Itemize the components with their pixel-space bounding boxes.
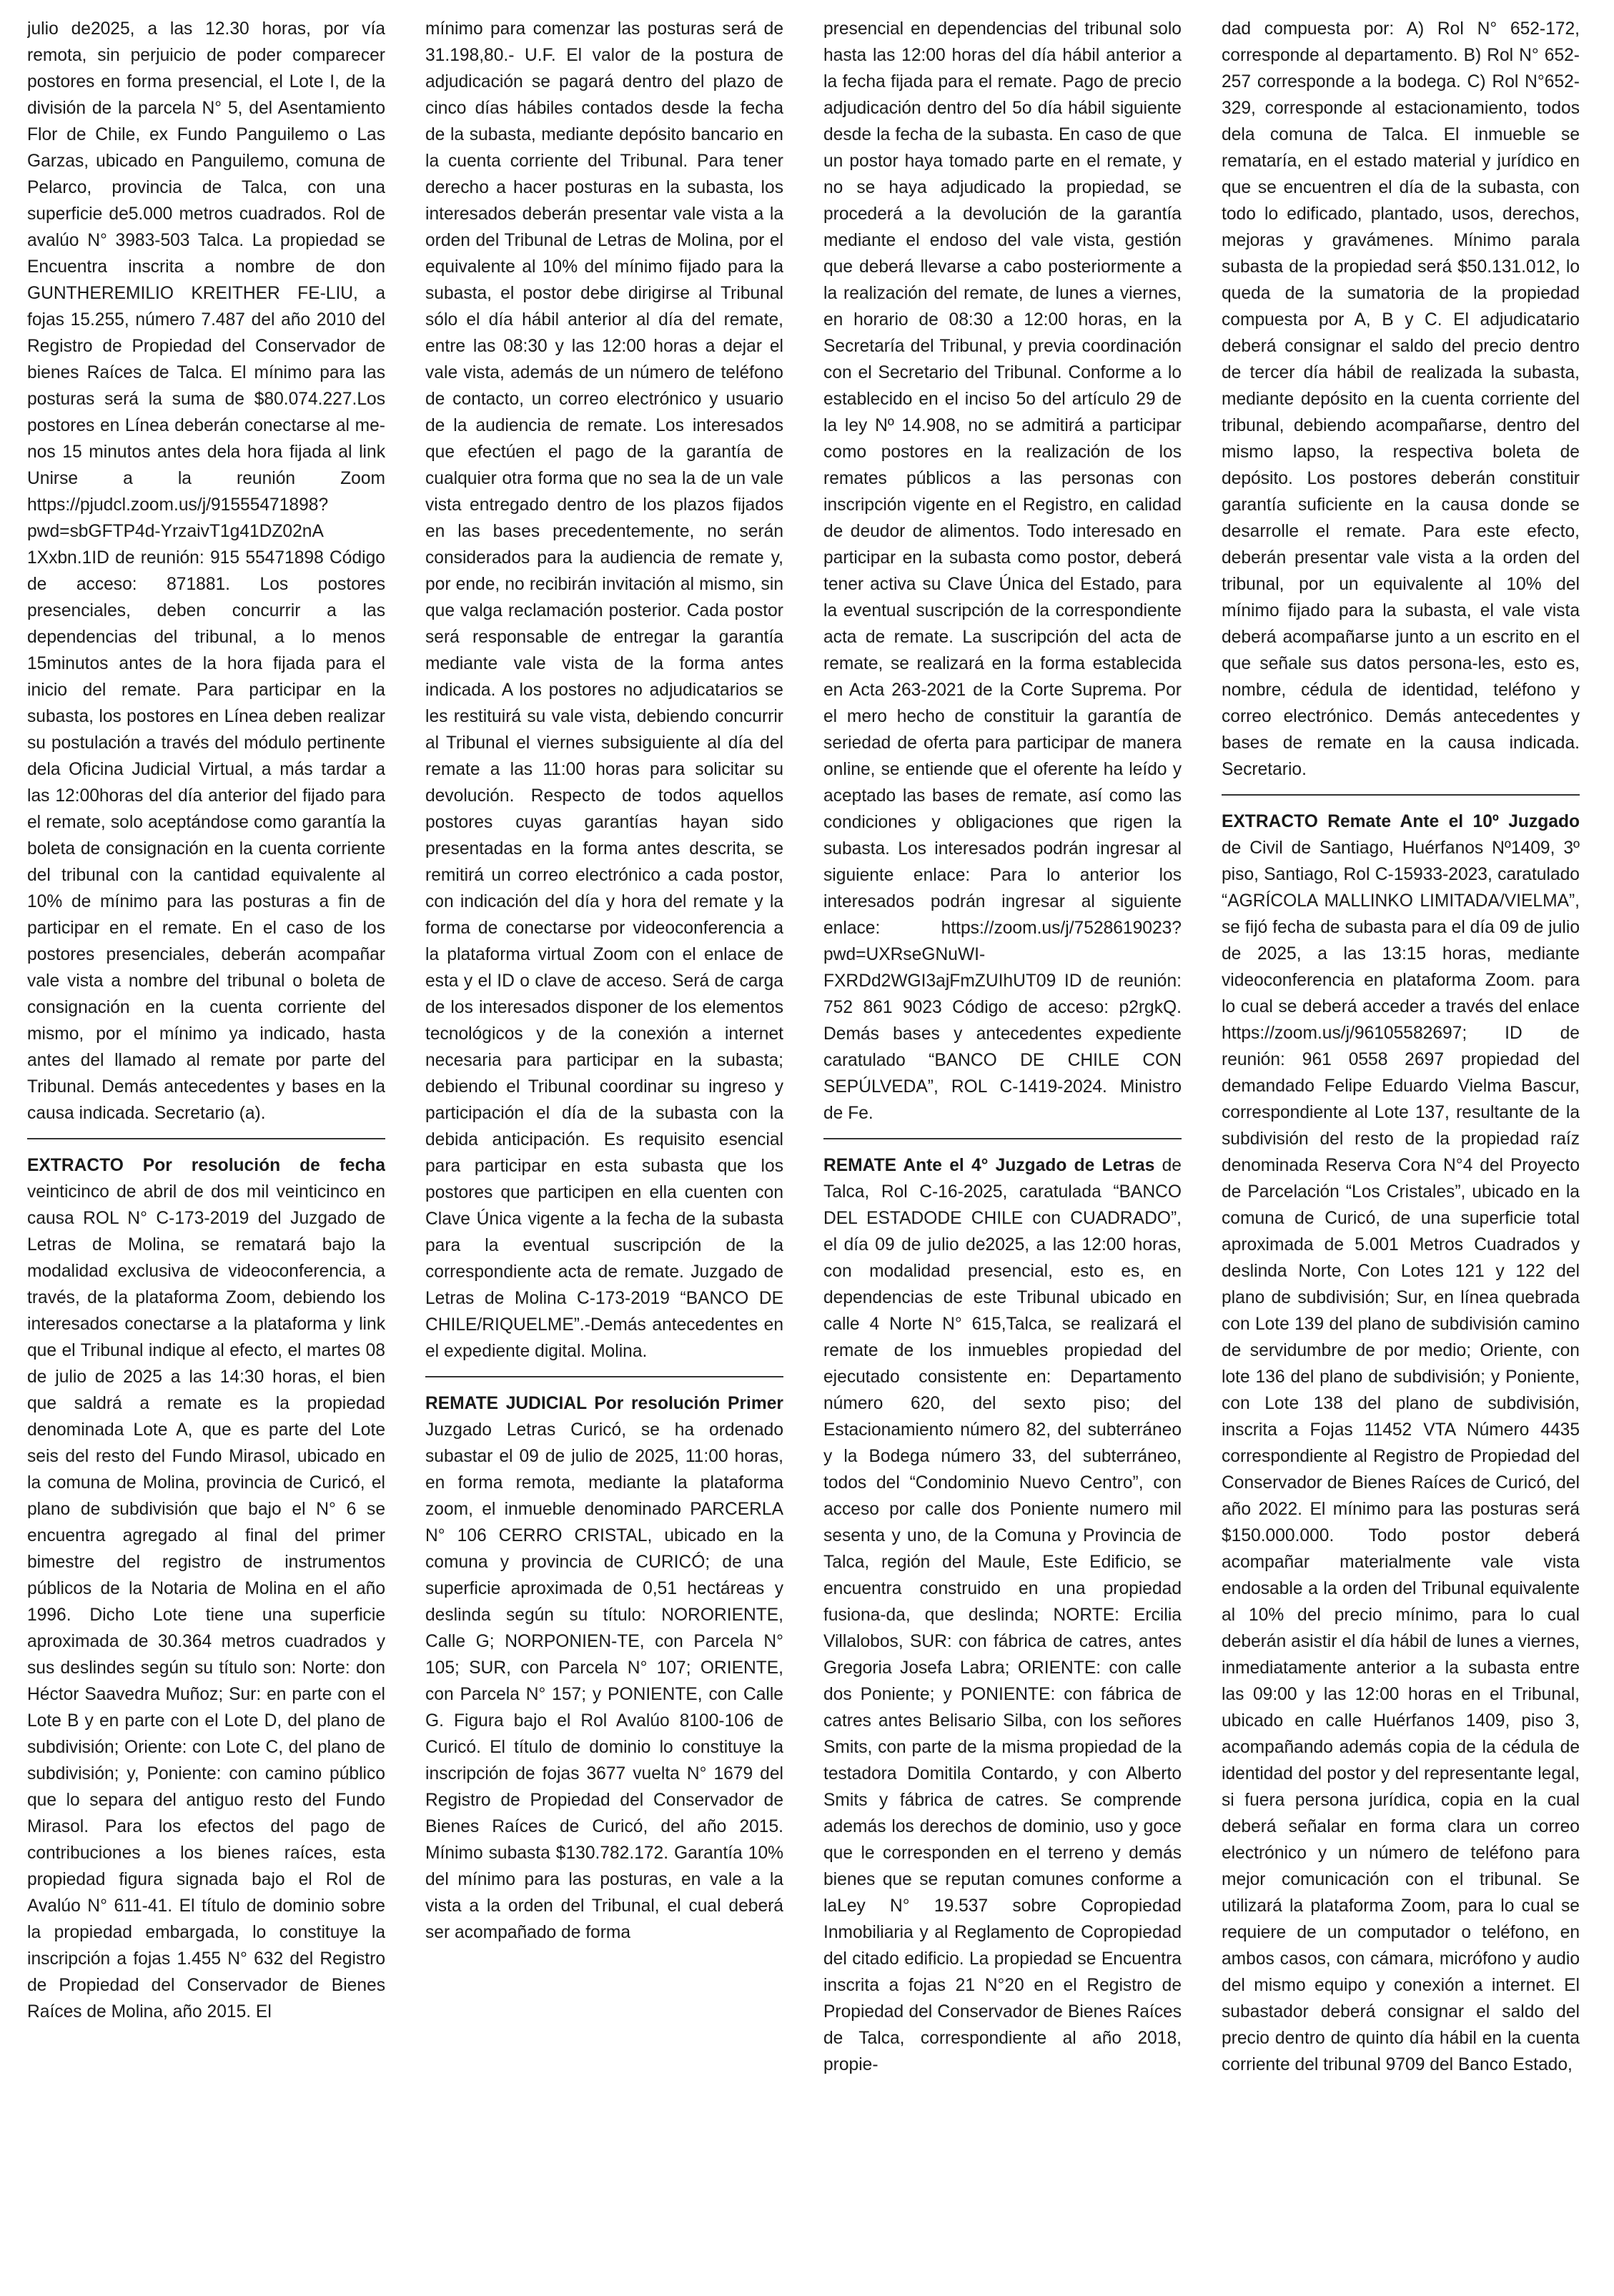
notice-remate-judicial-curico xyxy=(425,1390,783,1946)
notice-heading: EXTRACTO Remate Ante el 10º Juzgado xyxy=(1222,812,1580,831)
notice-continuation xyxy=(1222,16,1580,783)
notice-heading: REMATE Ante el 4° Juzgado de Letras xyxy=(823,1156,1155,1175)
notice-divider xyxy=(27,1138,385,1139)
column-1 xyxy=(27,16,385,2282)
notice-body: julio de2025, a las 12.30 horas, por vía remota, sin perjuicio de poder comparecer postores en forma presencial, el Lote I, de la división de la parcela N° 5, del Asentamiento Flor de Chile, ex Fundo Panguilemo o Las Garzas, ubicado en Panguilemo, comuna de Pelarco, provincia de Talca, con una superficie de5.000 metros cuadrados. Rol de avalúo N° 3983-503 Talca. La propiedad se Encuentra inscrita a nombre de don GUNTHEREMILIO KREITHER FE-LIU, a fojas 15.255, número 7.487 del año 2010 del Registro de Propiedad del Conservador de bienes Raíces de Talca. El mínimo para las posturas será la suma de $80.074.227.Los postores en Línea deberán conectarse al me-nos 15 minutos antes dela hora fijada al link Unirse a la reunión Zoom https://pjudcl.zoom.us/j/91555471898?pwd=sbGFTP4d-YrzaivT1g41DZ02nA 1Xxbn.1ID de reunión: 915 55471898 Código de acceso: 871881. Los postores presenciales, deben concurrir a las dependencias del tribunal, a lo menos 15minutos antes de la hora fijada para el inicio del remate. Para participar en la subasta, los postores en Línea deben realizar su postulación a través del módulo pertinente dela Oficina Judicial Virtual, a más tardar a las 12:00horas del día anterior del fijado para el remate, solo aceptándose como garantía la boleta de consignación en la cuenta corriente del tribunal con la cantidad equivalente al 10% de mínimo para las posturas a fin de participar en el remate. En el caso de los postores presenciales, deberán acompañar vale vista a nombre del tribunal o boleta de consignación en la cuenta corriente del mismo, por el mínimo ya indicado, hasta antes del llamado al remate por parte del Tribunal. Demás antecedentes y bases en la causa indicada. Secretario (a). xyxy=(27,19,385,1123)
notice-body: mínimo para comenzar las posturas será de 31.198,80.- U.F. El valor de la postura de adjudicación se pagará dentro del plazo de cinco días hábiles contados desde la fecha de la subasta, mediante depósito bancario en la cuenta corriente del Tribunal. Para tener derecho a hacer posturas en la subasta, los interesados deberán presentar vale vista a la orden del Tribunal de Letras de Molina, por el equivalente al 10% del mínimo fijado para la subasta, el postor debe dirigirse al Tribunal sólo el día hábil anterior al día del remate, entre las 08:30 y las 12:00 horas a dejar el vale vista, además de un número de teléfono de contacto, un correo electrónico y usuario de la audiencia de remate. Los interesados que efectúen el pago de la garantía de cualquier otra forma que no sea la de un vale vista entregado dentro de los plazos fijados en las bases precedentemente, no serán considerados para la audiencia de remate y, por ende, no recibirán invitación al mismo, sin que valga reclamación posterior. Cada postor será responsable de entregar la garantía mediante vale vista de la forma antes indicada. A los postores no adjudicatarios se les restituirá su vale vista, debiendo concurrir al Tribunal el viernes subsiguiente al día del remate a las 11:00 horas para solicitar su devolución. Respecto de todos aquellos postores cuyas garantías hayan sido presentadas en la forma antes descrita, se remitirá un correo electrónico a cada postor, con indicación del día y hora del remate y la forma de conectarse por videoconferencia a la plataforma virtual Zoom con el enlace de esta y el ID o clave de acceso. Será de carga de los interesados disponer de los elementos tecnológicos y de la conexión a internet necesaria para participar en la subasta; debiendo el Tribunal coordinar su ingreso y participación el día de la subasta con la debida anticipación. Es requisito esencial para participar en esta subasta que los postores que participen en ella cuenten con Clave Única vigente a la fecha de la subasta para la eventual suscripción de la correspondiente acta de remate. Juzgado de Letras de Molina C-173-2019 “BANCO DE CHILE/RIQUELME”.-Demás antecedentes en el expediente digital. Molina. xyxy=(425,19,783,1361)
notice-body: veinticinco de abril de dos mil veinticinco en causa ROL N° C-173-2019 del Juzgado de Letras de Molina, se rematará bajo la modalidad exclusiva de videoconferencia, a través, de la plataforma Zoom, debiendo los interesados conectarse a la plataforma y link que el Tribunal indique al efecto, el martes 08 de julio de 2025 a las 14:30 horas, el bien que saldrá a remate es la propiedad denominada Lote A, que es parte del Lote seis del resto del Fundo Mirasol, ubicado en la comuna de Molina, provincia de Curicó, el plano de subdivisión que bajo el N° 6 se encuentra agregado al final del primer bimestre del registro de instrumentos públicos de la Notaria de Molina en el año 1996. Dicho Lote tiene una superficie aproximada de 30.364 metros cuadrados y sus deslindes según su título son: Norte: don Héctor Saavedra Muñoz; Sur: en parte con el Lote B y en parte con el Lote D, del plano de subdivisión; Oriente: con Lote C, del plano de subdivisión; y, Poniente: con camino público que lo separa del antiguo resto del Fundo Mirasol. Para los efectos del pago de contribuciones a los bienes raíces, esta propiedad figura signada bajo el Rol de Avalúo N° 611-41. El título de dominio sobre la propiedad embargada, lo constituye la inscripción a fojas 1.455 N° 632 del Registro de Propiedad del Conservador de Bienes Raíces de Molina, año 2015. El xyxy=(27,1182,385,2022)
notice-extracto-molina xyxy=(27,1152,385,2025)
newspaper-page xyxy=(27,16,1587,2282)
notice-body: de Talca, Rol C-16-2025, caratulada “BANCO DEL ESTADODE CHILE con CUADRADO”, el día 09 de julio de2025, a las 12:00 horas, con modalidad presencial, esto es, en dependencias de este Tribunal ubicado en calle 4 Norte N° 615,Talca, se realizará el remate de los inmuebles propiedad del ejecutado consistente en: Departamento número 620, del sexto piso; del Estacionamiento número 82, del subterráneo y la Bodega número 33, del subterráneo, todos del “Condominio Nuevo Centro”, con acceso por calle dos Poniente numero mil sesenta y uno, de la Comuna y Provincia de Talca, región del Maule, Este Edificio, se encuentra construido en una propiedad fusiona-da, que deslinda; NORTE: Ercilia Villalobos, SUR: con fábrica de catres, antes Gregoria Josefa Labra; ORIENTE: con calle dos Poniente; y PONIENTE: con fábrica de catres antes Belisario Silba, con los señores Smits, con parte de la misma propiedad de la testadora Domitila Contardo, y con Alberto Smits y fábrica de catres. Se comprende además los derechos de dominio, uso y goce que le corresponden en el terreno y demás bienes que se reputan comunes conforme a laLey N° 19.537 sobre Copropiedad Inmobiliaria y al Reglamento de Copropiedad del citado edificio. La propiedad se Encuentra inscrita a fojas 21 N°20 en el Registro de Propiedad del Conservador de Bienes Raíces de Talca, correspondiente al año 2018, propie- xyxy=(823,1156,1182,2074)
notice-continuation xyxy=(823,16,1182,1127)
notice-body: de Civil de Santiago, Huérfanos Nº1409, 3º piso, Santiago, Rol C-15933-2023, caratulado “AGRÍCOLA MALLINKO LIMITADA/VIELMA”, se fijó fecha de subasta para el día 09 de julio de 2025, a las 13:15 horas, mediante videoconferencia en plataforma Zoom. para lo cual se deberá acceder a través del enlace https://zoom.us/j/96105582697; ID de reunión: 961 0558 2697 propiedad del demandado Felipe Eduardo Vielma Bascur, correspondiente al Lote 137, resultante de la subdivisión del resto de la propiedad raíz denominada Reserva Cora N°4 del Proyecto de Parcelación “Los Cristales”, ubicado en la comuna de Curicó, de una superficie total aproximada de 5.001 Metros Cuadrados y deslinda Norte, Con Lotes 121 y 122 del plano de subdivisión; Sur, en línea quebrada con Lote 139 del plano de subdivisión camino de servidumbre de por medio; Oriente, con lote 136 del plano de subdivisión; y Poniente, con Lote 138 del plano de subdivisión, inscrita a Fojas 11452 VTA Número 4435 correspondiente al Registro de Propiedad del Conservador de Bienes Raíces de Curicó, del año 2022. El mínimo para las posturas será $150.000.000. Todo postor deberá acompañar materialmente vale vista endosable a la orden del Tribunal equivalente al 10% del precio mínimo, para lo cual deberán asistir el día hábil de lunes a viernes, inmediatamente anterior a la subasta entre las 09:00 y las 12:00 horas en el Tribunal, ubicado en calle Huérfanos 1409, piso 3, acompañando además copia de la cédula de identidad del postor y del representante legal, si fuera persona jurídica, copia en la cual deberá señalar en forma clara un correo electrónico y un número de teléfono para mejor comunicación con el tribunal. Se utilizará la plataforma Zoom, para lo cual se requiere de un computador o teléfono, en ambos casos, con cámara, micrófono y audio del mismo equipo y conexión a internet. El subastador deberá consignar el saldo del precio dentro de quinto día hábil en la cuenta corriente del tribunal 9709 del Banco Estado, xyxy=(1222,838,1580,2074)
notice-remate-talca xyxy=(823,1152,1182,2078)
notice-heading: REMATE JUDICIAL Por resolución Primer xyxy=(425,1394,783,1413)
notice-continuation xyxy=(425,16,783,1365)
notice-body: dad compuesta por: A) Rol N° 652-172, corresponde al departamento. B) Rol N° 652-257 corresponde a la bodega. C) Rol N°652-329, corresponde al estacionamiento, todos dela comuna de Talca. El inmueble se remataría, en el estado material y jurídico en que se encuentren el día de la subasta, con todo lo edificado, plantado, usos, derechos, mejoras y gravámenes. Mínimo parala subasta de la propiedad será $50.131.012, lo queda de la sumatoria de la propiedad compuesta por A, B y C. El adjudicatario deberá consignar el saldo del precio dentro de tercer día hábil de realizada la subasta, mediante depósito en la cuenta corriente del tribunal, debiendo acompañarse, dentro del mismo lapso, la respectiva boleta de depósito. Los postores deberán constituir garantía suficiente en la causa donde se desarrolle el remate. Para este efecto, deberán presentar vale vista a la orden del tribunal, por un equivalente al 10% del mínimo fijado para la subasta, el vale vista deberá acompañarse junto a un escrito en el que señale sus datos persona-les, esto es, nombre, cédula de identidad, teléfono y correo electrónico. Demás antecedentes y bases de remate en la causa indicada. Secretario. xyxy=(1222,19,1580,779)
notice-divider xyxy=(425,1376,783,1377)
column-4 xyxy=(1222,16,1580,2282)
notice-continuation xyxy=(27,16,385,1127)
column-3 xyxy=(823,16,1182,2282)
notice-divider xyxy=(1222,794,1580,796)
notice-heading: EXTRACTO Por resolución de fecha xyxy=(27,1156,385,1175)
notice-extracto-santiago xyxy=(1222,808,1580,2078)
column-2 xyxy=(425,16,783,2282)
notice-body: presencial en dependencias del tribunal solo hasta las 12:00 horas del día hábil anterior a la fecha fijada para el remate. Pago de precio adjudicación dentro del 5o día hábil siguiente desde la fecha de la subasta. En caso de que un postor haya tomado parte en el remate, y no se haya adjudicado la propiedad, se procederá a la devolución de la garantía mediante el endoso del vale vista, gestión que deberá llevarse a cabo posteriormente a la realización del remate, de lunes a viernes, en horario de 08:30 a 12:00 horas, en la Secretaría del Tribunal, y previa coordinación con el Secretario del Tribunal. Conforme a lo establecido en el inciso 5o del artículo 29 de la ley Nº 14.908, no se admitirá a participar como postores en la realización de los remates públicos a las personas con inscripción vigente en el Registro, en calidad de deudor de alimentos. Todo interesado en participar en la subasta como postor, deberá tener activa su Clave Única del Estado, para la eventual suscripción de la correspondiente acta de remate. La suscripción del acta de remate, se realizará en la forma establecida en Acta 263-2021 de la Corte Suprema. Por el mero hecho de constituir la garantía de seriedad de oferta para participar de manera online, se entiende que el oferente ha leído y aceptado las bases de remate, así como las condiciones y obligaciones que rigen la subasta. Los interesados podrán ingresar al siguiente enlace: Para lo anterior los interesados podrán ingresar al siguiente enlace: https://zoom.us/j/7528619023?pwd=UXRseGNuWI-FXRDd2WGI3ajFmZUIhUT09 ID de reunión: 752 861 9023 Código de acceso: p2rgkQ. Demás bases y antecedentes expediente caratulado “BANCO DE CHILE CON SEPÚLVEDA”, ROL C-1419-2024. Ministro de Fe. xyxy=(823,19,1182,1123)
notice-divider xyxy=(823,1138,1182,1139)
notice-body: Juzgado Letras Curicó, se ha ordenado subastar el 09 de julio de 2025, 11:00 horas, en forma remota, mediante la plataforma zoom, el inmueble denominado PARCERLA N° 106 CERRO CRISTAL, ubicado en la comuna y provincia de CURICÓ; de una superficie aproximada de 0,51 hectáreas y deslinda según su título: NORORIENTE, Calle G; NORPONIEN-TE, con Parcela N° 105; SUR, con Parcela N° 107; ORIENTE, con Parcela N° 157; y PONIENTE, con Calle G. Figura bajo el Rol Avalúo 8100-106 de Curicó. El título de dominio lo constituye la inscripción de fojas 3677 vuelta N° 1679 del Registro de Propiedad del Conservador de Bienes Raíces de Curicó, del año 2015. Mínimo subasta $130.782.172. Garantía 10% del mínimo para las posturas, en vale a la vista a la orden del Tribunal, el cual deberá ser acompañado de forma xyxy=(425,1420,783,1942)
